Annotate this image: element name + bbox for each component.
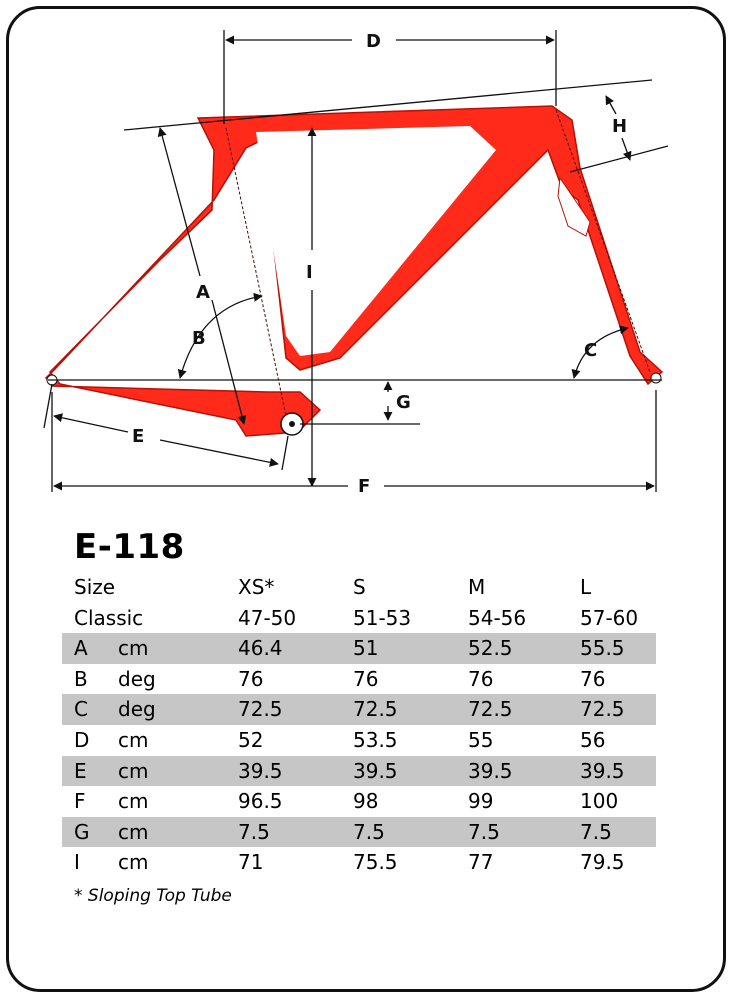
row-label: D: [74, 727, 90, 752]
label-D: D: [366, 31, 381, 52]
row-label: B: [74, 666, 88, 691]
row-unit: cm: [118, 789, 149, 814]
header-size: S: [353, 575, 366, 599]
row-value: 98: [353, 789, 379, 814]
table-row: [62, 694, 656, 725]
row-label: F: [74, 789, 86, 814]
row-value: 79.5: [580, 850, 625, 875]
label-H: H: [612, 116, 628, 137]
footnote: * Sloping Top Tube: [74, 886, 232, 906]
table-row: [62, 664, 656, 695]
header-label: Size: [74, 575, 116, 599]
header-size: M: [468, 575, 486, 599]
label-E: E: [132, 426, 145, 447]
row-value: 96.5: [238, 789, 283, 814]
row-unit: cm: [118, 817, 238, 848]
row-unit: deg: [118, 666, 156, 691]
row-value: 39.5: [468, 756, 580, 787]
row-value: 55.5: [580, 633, 656, 664]
row-value: 7.5: [353, 817, 468, 848]
row-value: 72.5: [353, 694, 468, 725]
row-label: I: [74, 850, 80, 875]
table-row: [62, 817, 656, 848]
model-title: E-118: [74, 527, 185, 567]
table-row: [62, 786, 656, 817]
subheader-range: 51-53: [353, 605, 412, 630]
row-value: 100: [580, 789, 619, 814]
row-value: 76: [468, 666, 494, 691]
row-value: 72.5: [468, 694, 580, 725]
subheader-range: 54-56: [468, 605, 527, 630]
row-value: 52.5: [468, 633, 580, 664]
label-C: C: [584, 340, 598, 361]
row-label: C: [62, 694, 118, 725]
row-value: 7.5: [238, 817, 353, 848]
label-G: G: [396, 392, 411, 413]
row-value: 55: [468, 727, 494, 752]
label-I: I: [306, 262, 313, 283]
row-value: 7.5: [468, 817, 580, 848]
row-unit: cm: [118, 633, 238, 664]
table-row: [62, 725, 656, 756]
table-header-row: [62, 572, 656, 603]
row-value: 39.5: [580, 756, 656, 787]
row-unit: deg: [118, 694, 238, 725]
label-F: F: [358, 476, 371, 497]
label-A: A: [196, 282, 210, 303]
row-value: 99: [468, 789, 494, 814]
subheader-range: 57-60: [580, 605, 639, 630]
row-value: 7.5: [580, 817, 656, 848]
row-value: 77: [468, 850, 494, 875]
row-label: E: [62, 756, 118, 787]
front-dropout-icon: [651, 373, 661, 383]
row-value: 39.5: [353, 756, 468, 787]
row-value: 51: [353, 633, 468, 664]
row-value: 53.5: [353, 727, 398, 752]
row-value: 56: [580, 727, 606, 752]
row-value: 75.5: [353, 850, 398, 875]
bike-frame: [46, 106, 662, 436]
subheader-range: 47-50: [238, 605, 297, 630]
row-label: G: [62, 817, 118, 848]
row-value: 76: [580, 666, 606, 691]
row-value: 72.5: [580, 694, 656, 725]
table-row: [62, 756, 656, 787]
row-unit: cm: [118, 850, 149, 875]
geometry-table: [62, 572, 656, 878]
row-value: 39.5: [238, 756, 353, 787]
row-label: A: [62, 633, 118, 664]
row-value: 72.5: [238, 694, 353, 725]
table-row: [62, 633, 656, 664]
header-size: XS*: [238, 575, 275, 599]
row-value: 46.4: [238, 633, 353, 664]
row-value: 52: [238, 727, 264, 752]
row-unit: cm: [118, 727, 149, 752]
row-value: 76: [353, 666, 379, 691]
row-value: 71: [238, 850, 264, 875]
row-unit: cm: [118, 756, 238, 787]
label-B: B: [192, 328, 206, 349]
rear-triangle-opening: [90, 236, 266, 380]
table-row: [62, 847, 656, 878]
subheader-label: Classic: [74, 605, 144, 630]
header-size: L: [580, 575, 592, 599]
row-value: 76: [238, 666, 264, 691]
table-subheader-row: [62, 603, 656, 634]
